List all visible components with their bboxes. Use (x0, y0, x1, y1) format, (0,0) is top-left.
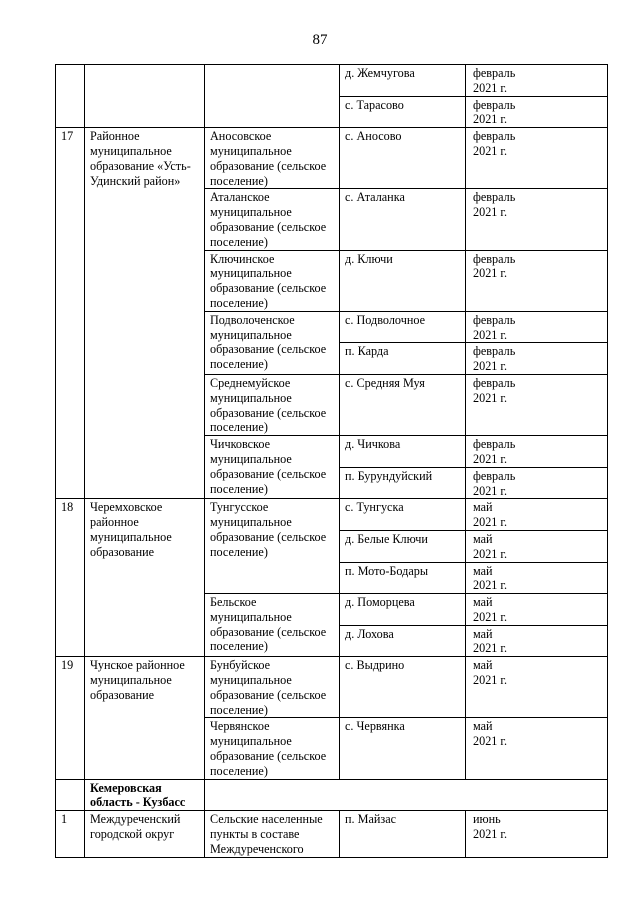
date-year: 2021 г. (473, 327, 508, 342)
locality-name: с. Аталанка (340, 189, 466, 250)
date-cell (466, 189, 608, 250)
date-cell (466, 374, 608, 435)
date-cell (466, 65, 608, 97)
row-number (56, 65, 85, 128)
date-month: февраль (473, 97, 516, 112)
table-row (56, 65, 608, 97)
settlement-name: Тунгусское муниципальное образование (сельское поселение) (205, 499, 340, 594)
settlement-name: Червянское муниципальное образование (сельское поселение) (205, 718, 340, 779)
region-blank (205, 779, 608, 811)
date-year: 2021 г. (473, 143, 508, 158)
date-year: 2021 г. (473, 266, 508, 281)
locality-name: п. Карда (340, 343, 466, 375)
date-month: май (473, 595, 493, 610)
date-month: февраль (473, 344, 516, 359)
page-number: 87 (312, 32, 328, 48)
settlement-name: Бельское муниципальное образование (сельское поселение) (205, 594, 340, 657)
date-cell (466, 530, 608, 562)
date-year: 2021 г. (473, 578, 508, 593)
locality-name: д. Чичкова (340, 436, 466, 468)
locality-name: д. Белые Ключи (340, 530, 466, 562)
region-number (56, 779, 85, 811)
date-year: 2021 г. (473, 390, 508, 405)
row-number: 19 (56, 657, 85, 779)
date-month: февраль (473, 375, 516, 390)
date-cell (466, 311, 608, 343)
locality-name: с. Тунгуска (340, 499, 466, 531)
settlements-table-body (56, 65, 608, 858)
date-month: июнь (473, 812, 501, 827)
date-year: 2021 г. (473, 483, 508, 498)
row-number: 1 (56, 811, 85, 857)
date-month: май (473, 563, 493, 578)
date-month: май (473, 500, 493, 515)
settlement-name (205, 65, 340, 128)
date-cell (466, 467, 608, 499)
settlement-name: Бунбуйское муниципальное образование (сельское поселение) (205, 657, 340, 718)
date-month: февраль (473, 190, 516, 205)
district-name: Междуреченский городской округ (85, 811, 205, 857)
settlement-name: Сельские населенные пункты в составе Междуреченского (205, 811, 340, 857)
locality-name: д. Лохова (340, 625, 466, 657)
locality-name: п. Майзас (340, 811, 466, 857)
district-name: Черемховское районное муниципальное образование (85, 499, 205, 657)
date-year: 2021 г. (473, 827, 508, 842)
locality-name: д. Жемчугова (340, 65, 466, 97)
date-cell (466, 499, 608, 531)
locality-name: д. Ключи (340, 250, 466, 311)
locality-name: с. Подволочное (340, 311, 466, 343)
date-cell (466, 128, 608, 189)
date-cell (466, 594, 608, 626)
date-month: февраль (473, 66, 516, 80)
district-name (85, 65, 205, 128)
date-month: май (473, 719, 493, 734)
table-row (56, 657, 608, 718)
settlement-name: Аталанское муниципальное образование (сельское поселение) (205, 189, 340, 250)
date-year: 2021 г. (473, 205, 508, 220)
date-month: май (473, 626, 493, 641)
date-cell (466, 718, 608, 779)
locality-name: с. Червянка (340, 718, 466, 779)
row-number: 18 (56, 499, 85, 657)
date-month: февраль (473, 312, 516, 327)
date-year: 2021 г. (473, 451, 508, 466)
locality-name: д. Поморцева (340, 594, 466, 626)
row-number: 17 (56, 128, 85, 499)
date-year: 2021 г. (473, 641, 508, 656)
table-row (56, 128, 608, 189)
date-cell (466, 625, 608, 657)
date-cell (466, 250, 608, 311)
date-year: 2021 г. (473, 112, 508, 127)
date-cell (466, 562, 608, 594)
date-year: 2021 г. (473, 546, 508, 561)
date-month: февраль (473, 468, 516, 483)
date-year: 2021 г. (473, 359, 508, 374)
settlement-name: Подволоченское муниципальное образование (сельское поселение) (205, 311, 340, 374)
table-row (56, 811, 608, 857)
date-year: 2021 г. (473, 515, 508, 530)
locality-name: с. Аносово (340, 128, 466, 189)
date-cell (466, 96, 608, 128)
date-month: май (473, 531, 493, 546)
locality-name: с. Выдрино (340, 657, 466, 718)
date-cell (466, 657, 608, 718)
district-name: Чунское районное муниципальное образование (85, 657, 205, 779)
date-cell (466, 811, 608, 857)
date-month: февраль (473, 129, 516, 144)
settlement-name: Чичковское муниципальное образование (сельское поселение) (205, 436, 340, 499)
date-year: 2021 г. (473, 609, 508, 624)
date-month: февраль (473, 251, 516, 266)
date-year: 2021 г. (473, 80, 508, 95)
locality-name: п. Мото-Бодары (340, 562, 466, 594)
settlements-table (55, 64, 608, 858)
district-name: Районное муниципальное образование «Усть-Удинский район» (85, 128, 205, 499)
date-month: май (473, 658, 493, 673)
date-year: 2021 г. (473, 734, 508, 749)
date-month: февраль (473, 437, 516, 452)
settlement-name: Среднемуйское муниципальное образование (сельское поселение) (205, 374, 340, 435)
date-year: 2021 г. (473, 673, 508, 688)
settlement-name: Аносовское муниципальное образование (сельское поселение) (205, 128, 340, 189)
table-row (56, 499, 608, 531)
date-cell (466, 436, 608, 468)
settlement-name: Ключинское муниципальное образование (сельское поселение) (205, 250, 340, 311)
locality-name: п. Бурундуйский (340, 467, 466, 499)
locality-name: с. Средняя Муя (340, 374, 466, 435)
locality-name: с. Тарасово (340, 96, 466, 128)
region-header-row (56, 779, 608, 811)
date-cell (466, 343, 608, 375)
region-title: Кемеровская область - Кузбасс (85, 779, 205, 811)
